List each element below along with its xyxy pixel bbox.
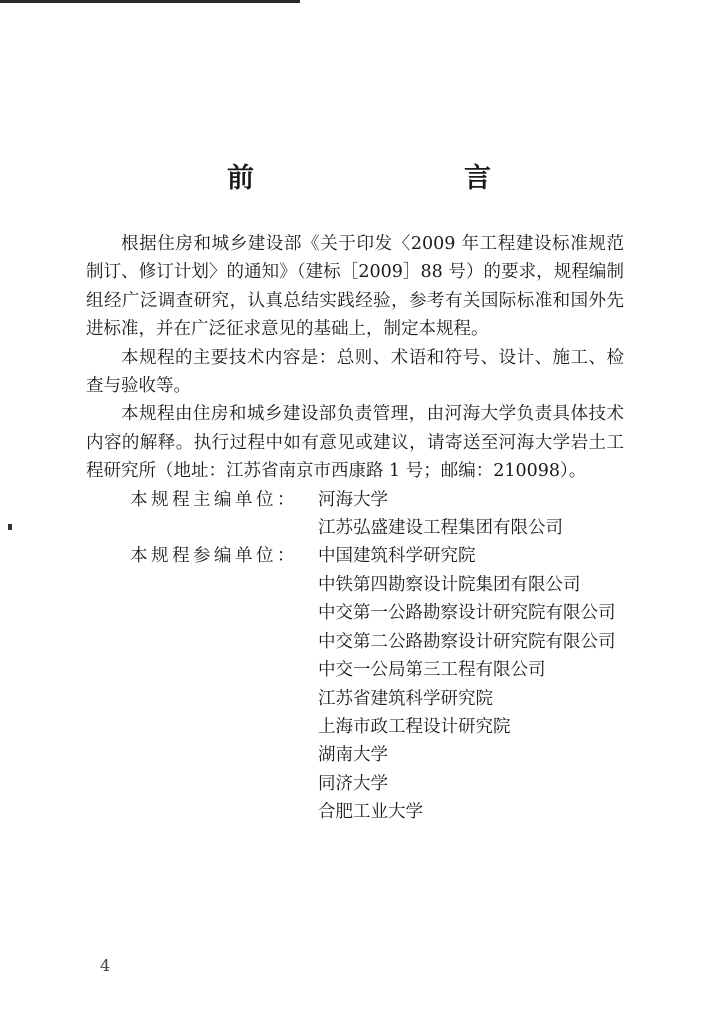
participating-unit-item: 江苏省建筑科学研究院 xyxy=(318,688,493,709)
participating-unit-item: 中国建筑科学研究院 xyxy=(318,546,476,567)
participating-unit-item: 中交一公局第三工程有限公司 xyxy=(318,660,546,681)
document-body xyxy=(86,230,624,827)
participating-unit-item: 中铁第四勘察设计院集团有限公司 xyxy=(318,574,581,595)
participating-unit-item: 中交第一公路勘察设计研究院有限公司 xyxy=(318,603,616,624)
participating-units-label: 本规程参编单位： xyxy=(130,546,298,567)
page-title: 前 言 xyxy=(227,163,543,194)
participating-unit-item: 同济大学 xyxy=(318,773,388,794)
paragraph-management: 本规程由住房和城乡建设部负责管理，由河海大学负责具体技术内容的解释。执行过程中如有意见或建议，请寄送至河海大学岩土工程研究所（地址：江苏省南京市西康路 1 号；邮编：210098）。 xyxy=(86,404,624,482)
participating-units-row xyxy=(86,542,624,570)
participating-unit-item: 上海市政工程设计研究院 xyxy=(318,716,511,737)
page-number: 4 xyxy=(100,956,111,975)
participating-unit-item: 中交第二公路勘察设计研究院有限公司 xyxy=(318,631,616,652)
participating-unit-item: 湖南大学 xyxy=(318,745,388,766)
chief-units-row xyxy=(86,486,624,514)
scan-speck xyxy=(8,524,12,530)
chief-units-label: 本规程主编单位： xyxy=(130,489,298,510)
chief-unit-item: 河海大学 xyxy=(318,489,388,510)
paragraph-origin: 根据住房和城乡建设部《关于印发〈2009 年工程建设标准规范制订、修订计划〉的通知》（建标［2009］88 号）的要求，规程编制组经广泛调查研究，认真总结实践经验，参考有关国际标准和国外先进标准，并在广泛征求意见的基础上，制定本规程。 xyxy=(86,234,624,340)
participating-unit-item: 合肥工业大学 xyxy=(318,802,423,823)
paragraph-contents: 本规程的主要技术内容是：总则、术语和符号、设计、施工、检查与验收等。 xyxy=(86,347,624,397)
scan-border-line xyxy=(0,0,300,3)
chief-unit-item: 江苏弘盛建设工程集团有限公司 xyxy=(318,518,563,539)
